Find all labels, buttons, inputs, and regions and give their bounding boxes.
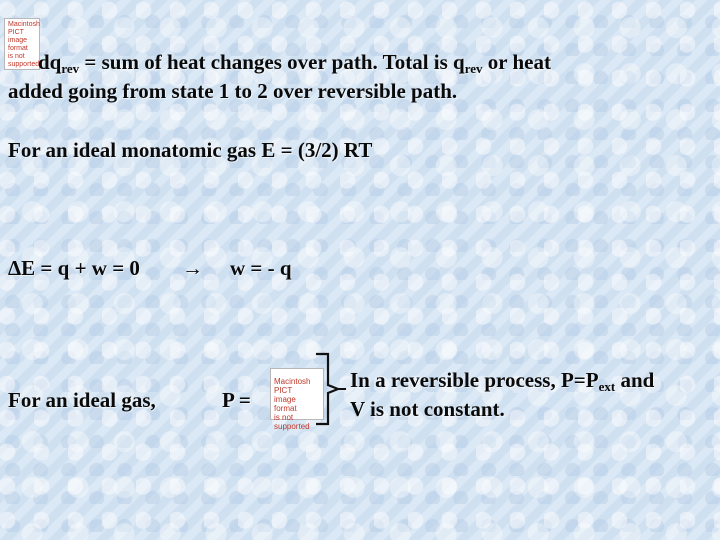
state-path-line: added going from state 1 to 2 over reversible path. [8, 79, 458, 103]
implies-arrow: → [182, 256, 203, 280]
ext-subscript: ext [598, 379, 616, 394]
heat-sum-line [38, 48, 551, 77]
pict-placeholder-top [4, 18, 40, 70]
ideal-gas-label: For an ideal gas, [8, 388, 156, 412]
pict-mid-line-3: is not supported [274, 413, 310, 431]
rev-subscript-2: rev [464, 61, 483, 76]
reversible-text-b: and [615, 368, 655, 392]
monatomic-gas-line: For an ideal monatomic gas E = (3/2) RT [8, 138, 373, 162]
reversible-note-line-1 [350, 366, 654, 395]
rev-subscript: rev [61, 61, 80, 76]
or-heat-text: or heat [482, 50, 551, 74]
reversible-note-line-2: V is not constant. [350, 397, 505, 421]
pict-top-line-3: is not supported [8, 53, 40, 68]
pict-top-line-1: Macintosh PICT [8, 21, 40, 36]
right-brace-icon [310, 352, 350, 426]
pict-mid-line-1: Macintosh PICT [274, 377, 311, 395]
reversible-text-a: In a reversible process, P=P [350, 368, 599, 392]
pict-mid-line-2: image format [274, 395, 297, 413]
dq-text: dq [38, 50, 62, 74]
work-equation: w = - q [230, 256, 292, 280]
pict-top-line-2: image format [8, 37, 28, 52]
energy-equation: ΔE = q + w = 0 [8, 256, 140, 280]
heat-sum-text: = sum of heat changes over path. Total is q [79, 50, 465, 74]
pressure-equals: P = [222, 388, 251, 412]
